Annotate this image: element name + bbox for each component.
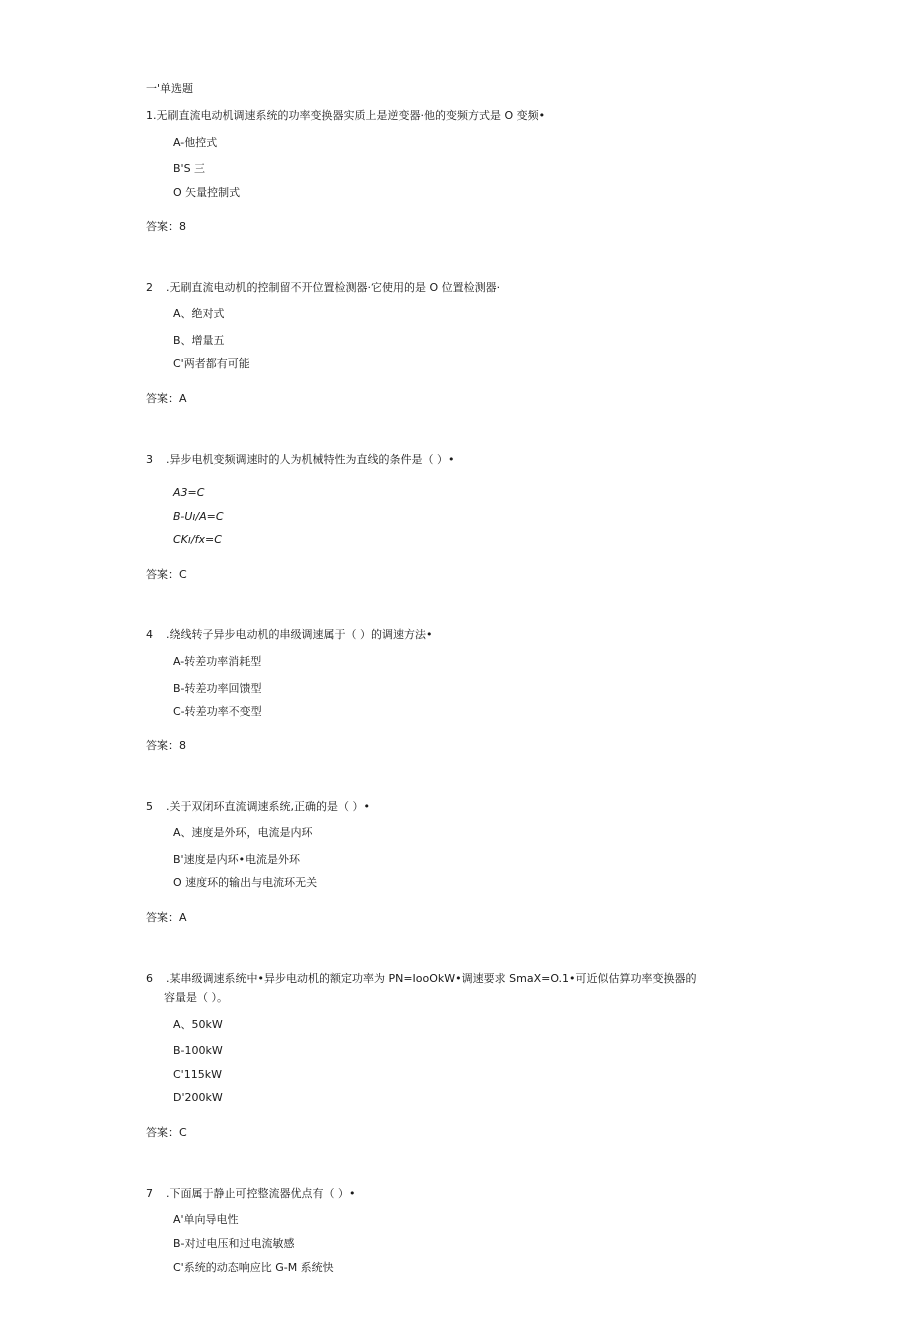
question-4-stem: .绕线转子异步电动机的串级调速属于（ ）的调速方法•	[166, 628, 433, 641]
question-5-option-b: B'速度是内环•电流是外环	[173, 853, 301, 866]
question-3-option-b: B-Uı/A=C	[173, 510, 224, 523]
question-5-option-a: A、速度是外环，电流是内环	[173, 826, 313, 839]
question-4-option-b: B-转差功率回馈型	[173, 682, 262, 695]
question-3-option-c: CKı/fx=C	[173, 533, 222, 546]
question-6-stem: .某串级调速系统中•异步电动机的额定功率为 PN=IooOkW•调速要求 SmaX=O.1•可近似估算功率变换器的	[166, 972, 697, 985]
question-2-answer: 答案：A	[146, 392, 187, 405]
question-4-option-a: A-转差功率消耗型	[173, 655, 262, 668]
question-4-answer: 答案：8	[146, 739, 186, 752]
question-7-option-a: A'单向导电性	[173, 1213, 239, 1226]
question-2-stem: .无刷直流电动机的控制留不开位置检测器·它使用的是 O 位置检测器·	[166, 281, 501, 294]
question-6-option-d: D'200kW	[173, 1091, 223, 1104]
question-6-stem-continued: 容量是（ ）。	[164, 991, 228, 1004]
question-1-answer: 答案：8	[146, 220, 186, 233]
question-3-stem: .异步电机变频调速时的人为机械特性为直线的条件是（ ）•	[166, 453, 455, 466]
question-6-option-a: A、50kW	[173, 1018, 223, 1031]
question-4-option-c: C-转差功率不变型	[173, 705, 262, 718]
question-3-option-a: A3=C	[173, 486, 205, 499]
question-6-option-c: C'115kW	[173, 1068, 222, 1081]
question-5-number: 5	[146, 800, 153, 813]
question-6-answer: 答案：C	[146, 1126, 187, 1139]
question-2-number: 2	[146, 281, 153, 294]
question-2-option-a: A、绝对式	[173, 307, 225, 320]
question-3-number: 3	[146, 453, 153, 466]
question-5-answer: 答案：A	[146, 911, 187, 924]
question-4-number: 4	[146, 628, 153, 641]
question-1-option-a: A-他控式	[173, 136, 218, 149]
question-5-stem: .关于双闭环直流调速系统,正确的是（ ）•	[166, 800, 370, 813]
question-6-option-b: B-100kW	[173, 1044, 223, 1057]
question-7-option-b: B-对过电压和过电流敏感	[173, 1237, 295, 1250]
question-7-number: 7	[146, 1187, 153, 1200]
question-5-option-c: O 速度环的输出与电流环无关	[173, 876, 318, 889]
question-1-option-c: O 矢量控制式	[173, 186, 241, 199]
question-7-option-c: C'系统的动态响应比 G-M 系统快	[173, 1261, 334, 1274]
section-title: 一'单选题	[146, 82, 194, 95]
question-6-number: 6	[146, 972, 153, 985]
question-2-option-b: B、增量五	[173, 334, 225, 347]
question-2-option-c: C'两者都有可能	[173, 357, 250, 370]
question-1-option-b: B'S 三	[173, 162, 206, 175]
question-1-stem: 1.无刷直流电动机调速系统的功率变换器实质上是逆变器·他的变频方式是 O 变频•	[146, 109, 546, 122]
question-7-stem: .下面属于静止可控整流器优点有（ ）•	[166, 1187, 356, 1200]
question-3-answer: 答案：C	[146, 568, 187, 581]
